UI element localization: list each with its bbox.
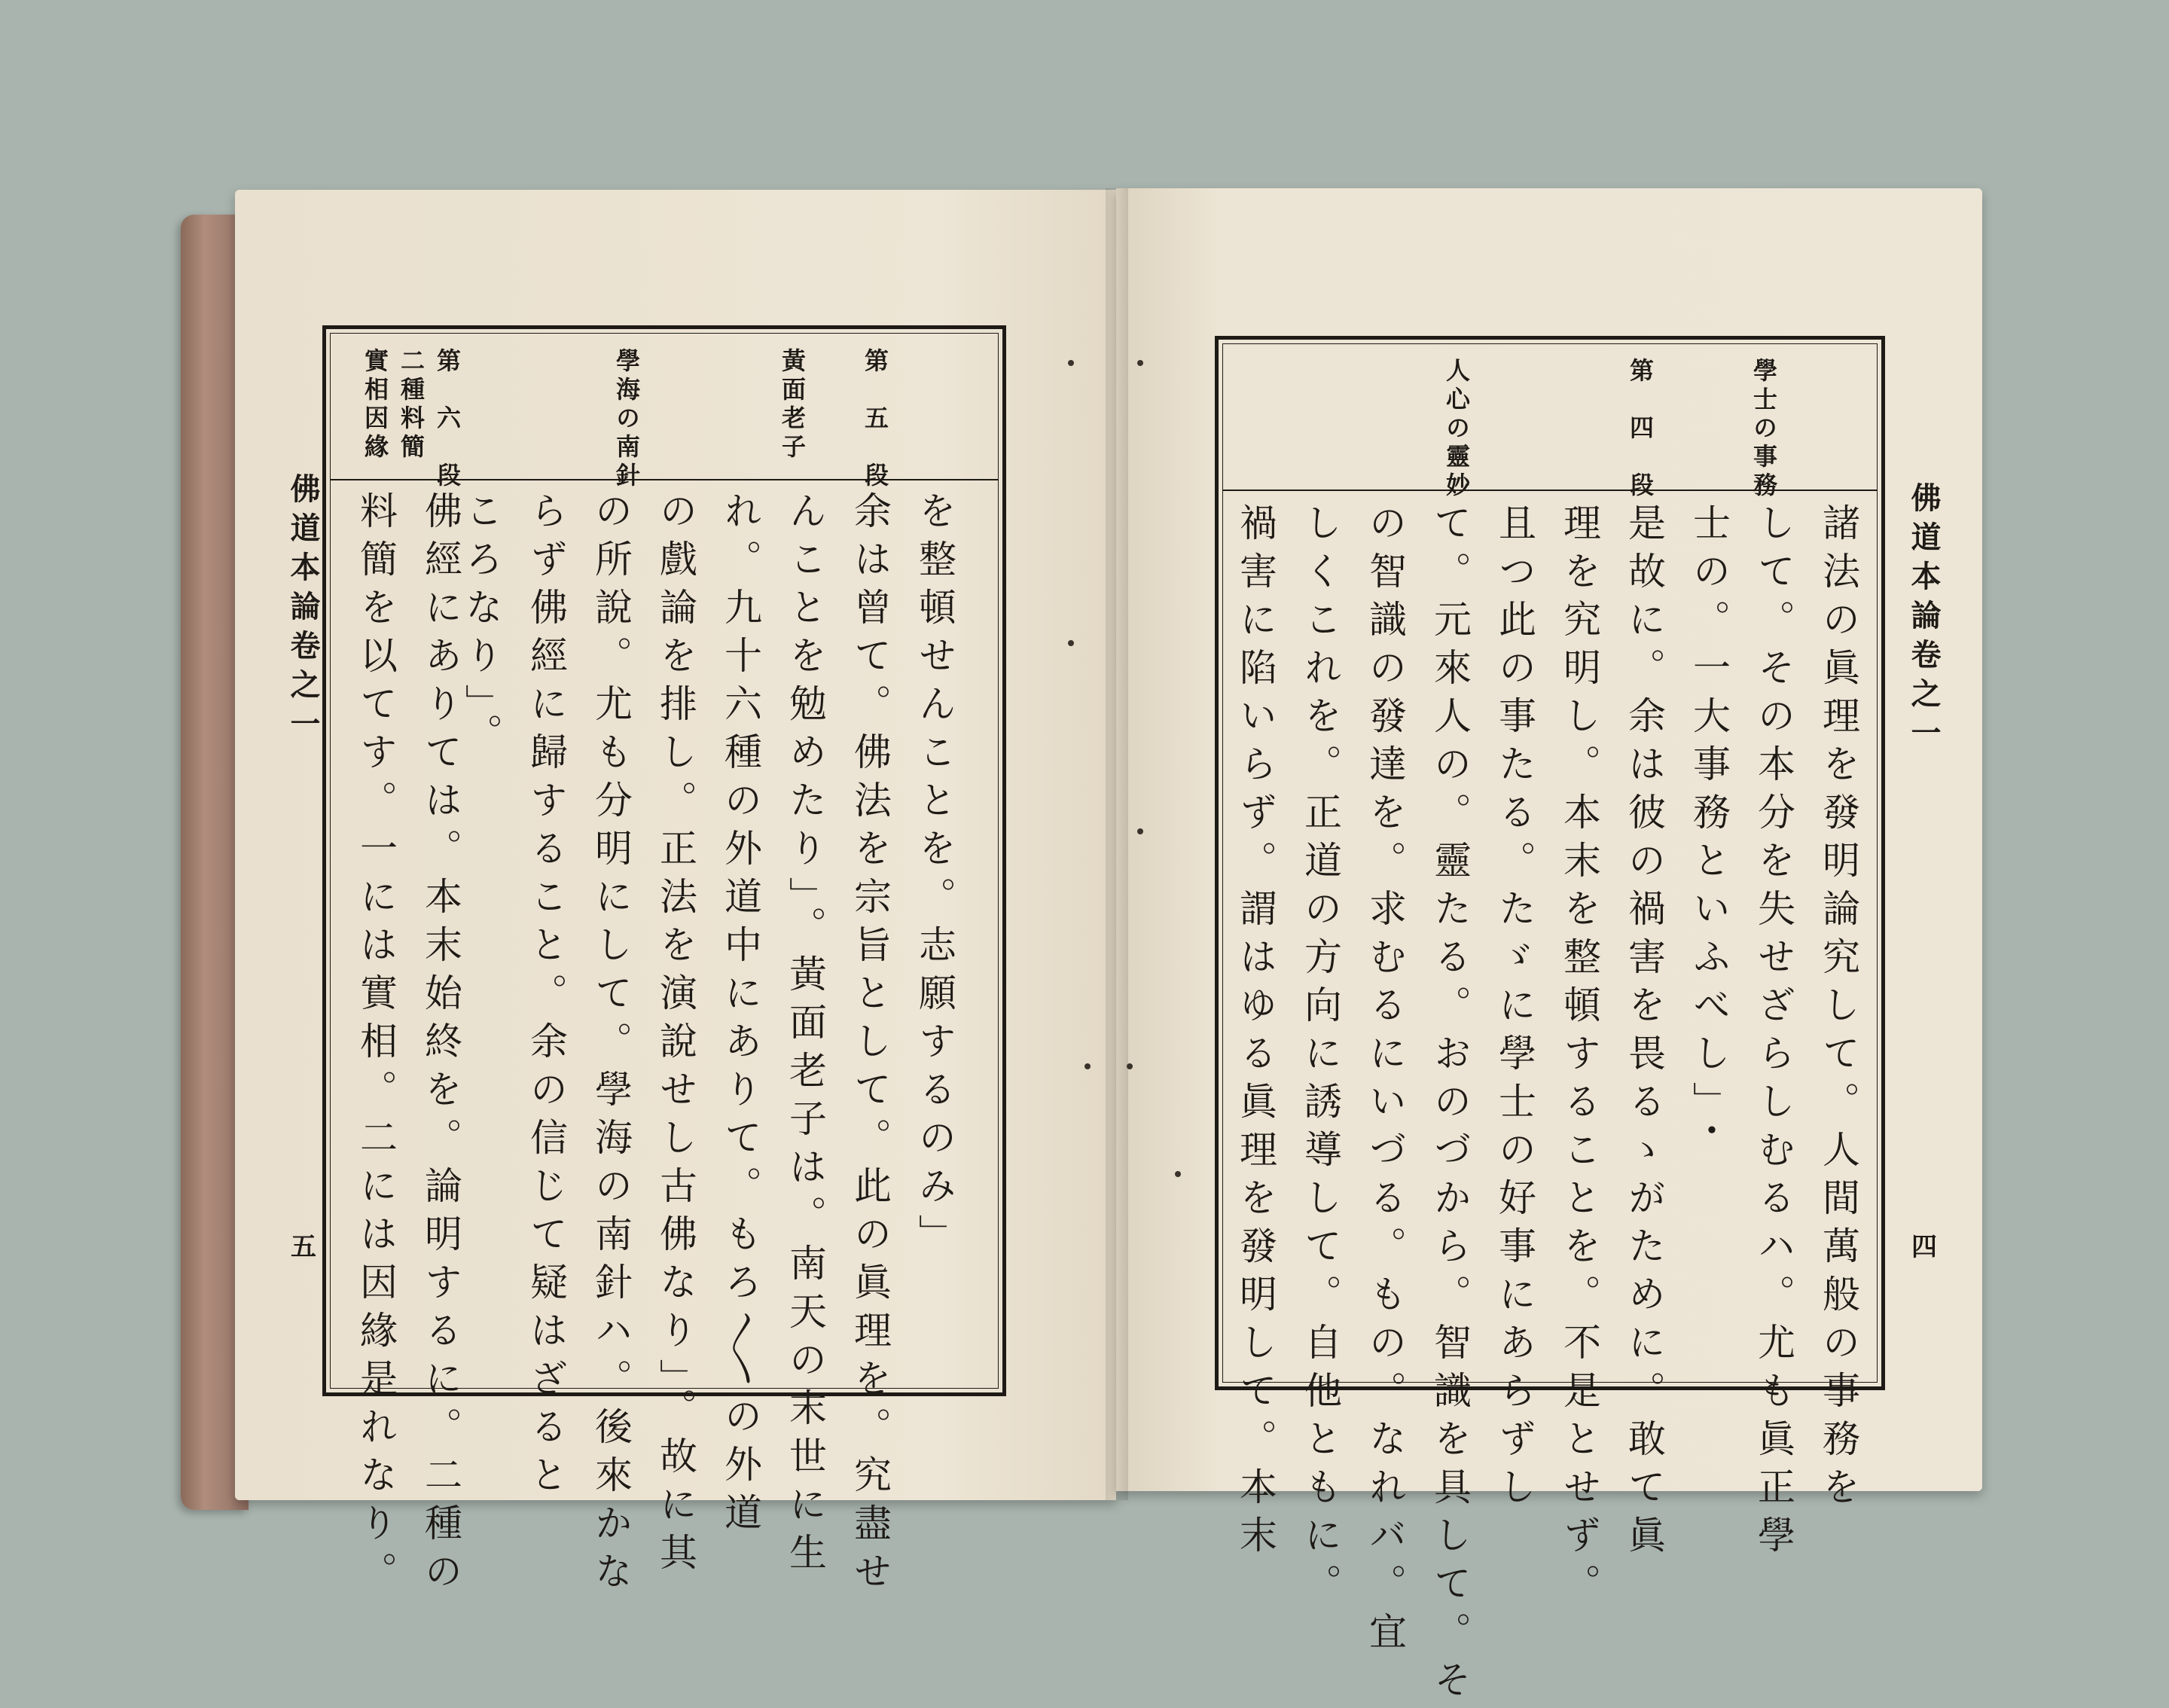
section-number: 第 四 段	[1626, 358, 1655, 501]
text-column: 禍害に陷いらず。謂はゆる眞理を發明して。本末	[1234, 503, 1277, 1563]
text-column: しくこれを。正道の方向に誘導して。自他ともに。	[1298, 503, 1342, 1612]
text-column: んことを勉めたり」。黃面老子は。南天の末世に生	[783, 491, 827, 1581]
page-number-right: 四	[1911, 1232, 1937, 1262]
section-heading: 二種料簡	[397, 348, 426, 462]
text-column: 且つ此の事たる。たゞに學士の好事にあらずし	[1493, 503, 1536, 1515]
section-heading: 人心の靈妙	[1442, 358, 1471, 501]
text-column: 料簡を以てす。一には實相。二には因緣是れなり。	[354, 491, 398, 1600]
stitch-hole	[1127, 1063, 1133, 1069]
text-column: らず佛經に歸すること。余の信じて疑はざると	[524, 491, 568, 1503]
text-column: の戲論を排し。正法を演說せし古佛なり」。故に其	[654, 491, 697, 1581]
text-column: て。元來人の。靈たる。おのづから。智識を具して。そ	[1428, 503, 1472, 1708]
text-column: 是故に。余は彼の禍害を畏るゝがために。敢て眞	[1622, 503, 1666, 1563]
text-column: れ。九十六種の外道中にありて。もろ〳〵の外道	[718, 491, 762, 1541]
page-number-left: 五	[291, 1232, 316, 1262]
text-column: 余は曾て。佛法を宗旨として。此の眞理を。究盡せ	[848, 491, 892, 1600]
section-heading: 學海の南針	[612, 348, 641, 491]
stitch-hole	[1084, 1063, 1091, 1069]
book-gutter	[1106, 188, 1128, 1500]
heading-divider-right	[1223, 490, 1877, 491]
text-column: の智識の發達を。求むるにいづる。もの。なれバ。宜	[1363, 503, 1407, 1660]
running-title-right: 佛道本論卷之一	[1906, 482, 1942, 756]
text-column: 諸法の眞理を發明論究して。人間萬般の事務を	[1817, 503, 1860, 1515]
text-column: ころなり」。	[459, 491, 503, 761]
stitch-hole	[1068, 640, 1074, 646]
stitch-hole	[1175, 1171, 1181, 1177]
section-heading: 黃面老子	[778, 348, 807, 462]
heading-divider-left	[331, 479, 998, 480]
text-column: 士の。一大事務といふべし」・	[1687, 503, 1731, 1159]
section-heading: 實相因緣	[361, 348, 389, 462]
section-number: 第 六 段	[433, 348, 462, 491]
text-column: の所說。尤も分明にして。學海の南針ハ。後來かな	[589, 491, 633, 1600]
text-column: を整頓せんことを。志願するのみ」	[913, 491, 956, 1262]
running-title-left: 佛道本論卷之一	[285, 473, 321, 747]
stitch-hole	[1068, 360, 1074, 366]
stitch-hole	[1137, 360, 1143, 366]
text-column: 理を究明し。本末を整頓することを。不是とせず。	[1557, 503, 1601, 1612]
text-column: 佛經にありては。本末始終を。論明するに。二種の	[419, 491, 462, 1600]
stitch-hole	[1137, 828, 1143, 834]
section-heading: 學士の事務	[1750, 358, 1778, 501]
text-column: して。その本分を失せざらしむるハ。尤も眞正學	[1752, 503, 1795, 1563]
section-number: 第 五 段	[861, 348, 889, 491]
